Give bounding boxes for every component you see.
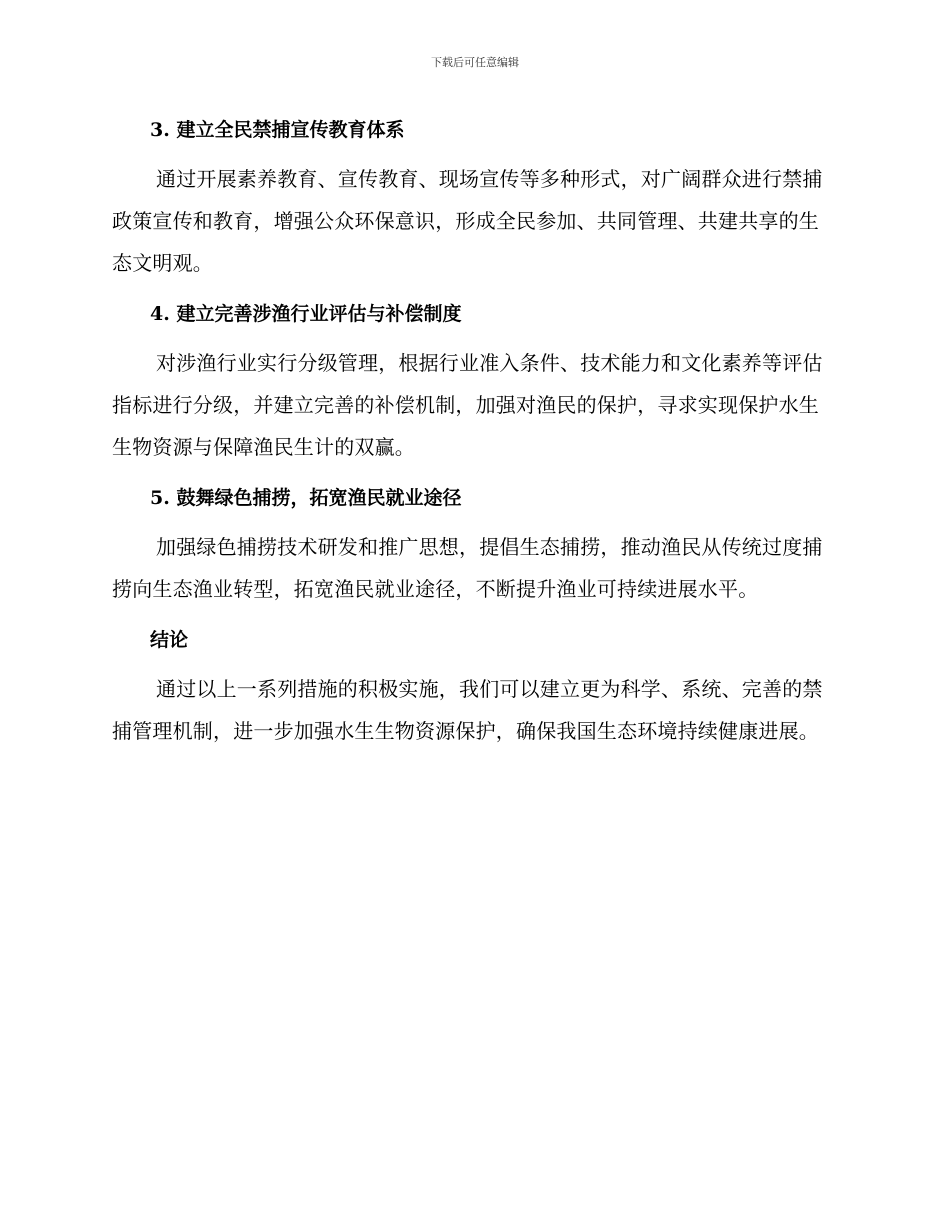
section-heading: 3. 建立全民禁捕宣传教育体系	[150, 119, 405, 141]
section-heading: 4. 建立完善涉渔行业评估与补偿制度	[150, 303, 462, 325]
section-green-fishing	[112, 478, 832, 620]
section-heading: 5. 鼓舞绿色捕捞，拓宽渔民就业途径	[150, 487, 462, 509]
section-heading: 结论	[150, 629, 189, 651]
section-paragraph: 通过以上一系列措施的积极实施，我们可以建立更为科学、系统、完善的禁捕管理机制，进一步加强水生生物资源保护，确保我国生态环境持续健康进展。	[112, 677, 823, 743]
section-paragraph: 通过开展素养教育、宣传教育、现场宣传等多种形式，对广阔群众进行禁捕政策宣传和教育，增强公众环保意识，形成全民参加、共同管理、共建共享的生态文明观。	[112, 167, 823, 275]
section-paragraph: 对涉渔行业实行分级管理，根据行业准入条件、技术能力和文化素养等评估指标进行分级，并建立完善的补偿机制，加强对渔民的保护，寻求实现保护水生生物资源与保障渔民生计的双赢。	[112, 351, 823, 459]
document-body	[112, 110, 832, 752]
page-header: 下载后可任意编辑	[431, 56, 519, 69]
section-paragraph: 加强绿色捕捞技术研发和推广思想，提倡生态捕捞，推动渔民从传统过度捕捞向生态渔业转型，拓宽渔民就业途径，不断提升渔业可持续进展水平。	[112, 535, 823, 601]
section-evaluation-compensation	[112, 294, 832, 478]
section-awareness-education	[112, 110, 832, 294]
section-conclusion	[112, 620, 832, 752]
